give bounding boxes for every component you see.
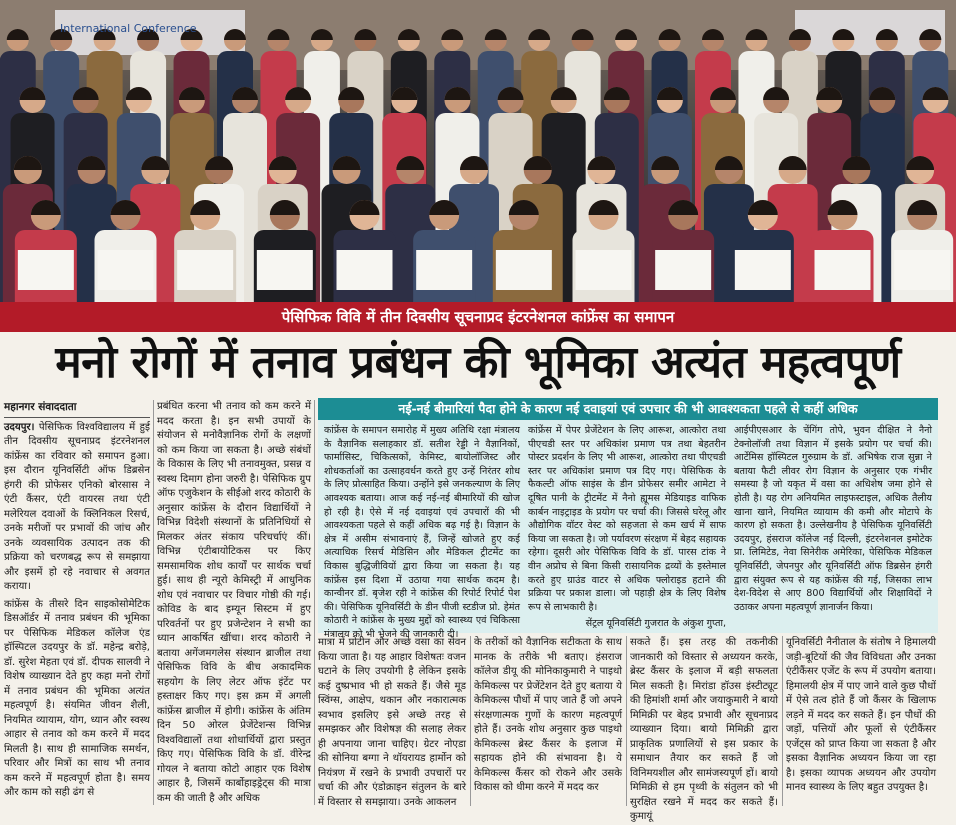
certificate <box>894 250 950 290</box>
page-title: मनो रोगों में तनाव प्रबंधन की भूमिका अत्यंत महत्वपूर्ण <box>55 337 901 388</box>
certificate <box>177 250 233 290</box>
highlight-column-2 <box>528 424 726 630</box>
paragraph: प्रबंधित करना भी तनाव को कम करने में मदद करता है। इन सभी उपायों के संयोजन से मनोवैज्ञानिक रोगों के लक्षणों को कम किया जा सकता है। अच्छे संबंधों के विकास के लिए भी तनावमुक्त, प्रसन्न व स्वस्थ दिमाग होना जरुरी है। पेसिफिक ग्रुप ऑफ एजुकेशन के सीईओ शरद कोठारी के अनुसार कांफ्रेंस के दौरान विद्यार्थियों ने विभिन्न विदेशी संस्थानों के प्रतिनिधियों से मिलकर अंतर संकाय परिचर्चाएं कीं। विभिन्न एंटीबायोटिकस पर किए समसामयिक शोध कार्यों पर सार्थक चर्चा हुई। साथ ही न्यूरो केमिस्ट्री में आधुनिक शोध एवं नवाचार पर विचार गोष्ठी की गई। कोविड के बाद इम्यून सिस्टम में हुए परिवर्तनों पर हुए प्रजेन्टेशन ने सभी का ध्यान आकर्षित खींचा। शरद कोठारी ने बताया अगेंजमगलेस संस्थान ब्राजील तथा पेसिफिक विवि के बीच अकादमिक सहयोग के लिए लेटर ऑफ इंटेंट पर हस्ताक्षर किए गए। इस क्रम में अगली कांफ्रेंस ब्राजील में होगी। कांफ्रेंस के अंतिम दिन 50 ओरल प्रेजेंटेशन्स विभिन्न विश्वविद्यालों तथा शोधार्थियों द्वारा प्रस्तुत किए गए। पेसिफिक विवि के डॉ. वीरेन्द्र गोयल ने बताया कोटो आहार एक विशेष आहार है, जिसमें कार्बोहाइड्रेट्स की मात्रा कम की जाती है और अधिक <box>157 401 311 804</box>
certificate <box>337 250 393 290</box>
paragraph: कांफ्रेंस के तीसरे दिन साइकोसोमेटिक डिसऑर्डर में तनाव प्रबंधन की भूमिका पर पेसिफिक मेडिकल कॉलेज एंड हॉस्पिटल उदयपुर के डॉ. महेन्द्र बरोड़े, डॉ. सुरेश मेहता एवं डॉ. दीपक सालवी ने विशेष व्याख्यान देते हुए कहा मनो रोगों में तनाव प्रबंधन की भूमिका अत्यंत महत्वपूर्ण है। संयमित जीवन शैली, नियमित व्यायाम, योग, ध्यान और स्वस्थ आहार से तनाव को कम करने में मदद मिलती है। साथ ही सामाजिक समर्थन, परिवार और मित्रों का साथ भी तनाव कम करने में महत्वपूर्ण होता है। समय और काम को सही ढंग से <box>4 598 150 798</box>
paragraph: सेंट्रल यूनिवर्सिटी गुजरात के अंकुश गुप्ता, <box>585 618 726 630</box>
paragraph: यूनिवर्सिटी नैनीताल के संतोष ने हिमालयी जड़ी-बूटियों की जैव विविधता और उनका एंटीकैंसर एजेंट के रूप में उपयोग बताया। हिमालयी क्षेत्र में पाए जाने वाले कुछ पौधों में ऐसे तत्व होते हैं जो कैंसर के खिलाफ लड़ने में मदद कर सकते हैं। इन पौधों की जड़ों, पत्तियों और फूलों से एंटीकैंसर एजेंट्स को प्राप्त किया जा सकता है और इसका वैज्ञानिक अध्ययन किया जा रहा है। इसका व्यापक अध्ययन और उपयोग मानव स्वास्थ्य के लिए बहुत उपयुक्त है। <box>786 637 936 793</box>
article-column-3 <box>318 636 466 806</box>
certificate <box>98 250 154 290</box>
certificate <box>257 250 313 290</box>
paragraph: कांफ्रेंस के समापन समारोह में मुख्य अतिथि रक्षा मंत्रालय के वैज्ञानिक सलाहकार डॉ. सतीश रेड्डी ने वैज्ञानिकों, फार्मासिस्ट, चिकित्सकों, केमिस्ट, बायोलॉजिस्ट और शोधकर्ताओं का उत्साहवर्धन करते हुए उन्हें निरंतर शोध के लिए प्रोत्साहित किया। उन्होंने इसे जनकल्याण के लिए आवश्यक बताया। आज कई नई-नई बीमारियों की खोज हो रही है। ऐसे में नई दवाइयां एवं उपचारों की भी आवश्यकता पहले से कहीं अधिक बढ़ गई है। विज्ञान के क्षेत्र में असीम संभावनाएं हैं, जिन्हें खोजते हुए कई अत्याधिक रिसर्च मेडिसिन और मेडिकल ट्रीटमेंट का विकास बुद्धिजीवियों द्वारा किया जा सकता है। यह कांफ्रेंस इस दिशा में उठाया गया सार्थक कदम है। कान्वीनर डॉ. बृजेश रही ने कांफ्रेंस की रिपोर्ट रिपोर्ट पेश की। पेसिफिक यूनिवर्सिटी के डीन पीजी स्टडीज प्रो. हेमंत कोठारी ने कांफ्रेंस के मुख्य मुद्दों को स्वास्थ्य एवं चिकित्सा मंत्रालय को भी भेजने की जानकारी दी। <box>324 425 520 640</box>
paragraph: मात्रा में प्रोटीन और अच्छे वसा का सेवन किया जाता है। यह आहार विशेषतः वजन घटाने के लिए उपयोगी है लेकिन इसके कई दुष्प्रभाव भी हो सकते हैं। जैसे मूड स्विंग्स, आक्षेप, थकान और नकारात्मक स्वभाव इसलिए इसे अच्छे तरह से समझकर और विशेषज्ञ की सलाह लेकर ही अपनाया जाना चाहिए। ग्रेटर नोएडा की सोनिया बग्गा ने थॉयरायड हार्मोन को नियंत्रण में रखने के प्रभावी उपचारों पर चर्चा की और एंडोक्राइन संतुलन के बारे में विस्तार से समझाया। उनके आकलन <box>318 637 466 808</box>
highlight-box-heading: नई-नई बीमारियां पैदा होने के कारण नई दवाइयां एवं उपचार की भी आवश्यकता पहले से कहीं अधिक <box>318 398 938 420</box>
article-column-6 <box>786 636 936 806</box>
certificate <box>496 250 552 290</box>
highlight-column-1 <box>324 424 520 640</box>
certificate <box>416 250 472 290</box>
group-photo-illustration <box>0 0 956 302</box>
certificate <box>18 250 74 290</box>
certificate <box>576 250 632 290</box>
certificate <box>815 250 871 290</box>
paragraph: कांफ्रेंस में पेपर प्रेजेंटेशन के लिए आरूश, आत्कोरा तथा पीएचडी स्तर पर अधिकांश प्रमाण पत्र तथा बेहतरीन पोस्टर प्रदर्शन के लिए भी आरूश, आत्कोरा तथा पीएचडी स्तर पर अधिकांश प्रमाण पत्र दिए गए। पेसिफिक के फैकल्टी ऑफ साइंस के डीन प्रोफेसर समीर आमेटा ने दूषित पानी के ट्रीटमेंट में नैनो ह्यूमस मेडियाइड वाफिक कार्बन नाइट्राइड के प्रयोग पर चर्चा की। जिससे घरेलू और औद्योगिक वॉटर वेस्ट को सहजता से कम खर्च में साफ किया जा सकता है। जो पर्यावरण संरक्षण में बेहद सहायक रहेगा। दूसरी ओर पेसिफिक विवि के डॉ. पारस टांक ने वीन अप्रोच से बिना किसी रासायनिक द्रव्यों के इस्तेमाल करते हुए ग्राउंड वाटर से अधिक फ्लोराइड हटाने की प्रक्रिया पर प्रकाश डाला। जो पहाड़ी क्षेत्र के लिए विशेष रूप से लाभकारी है। <box>528 425 726 613</box>
certificate <box>655 250 711 290</box>
subheadline: पेसिफिक विवि में तीन दिवसीय सूचनाप्रद इंटरनेशनल कांफ्रेंस का समापन <box>0 302 956 332</box>
article-column-2 <box>157 400 311 805</box>
certificate <box>735 250 791 290</box>
paragraph: के तरीकों को वैज्ञानिक सटीकता के साथ मानक के तरीके भी बताए। हंसराज कॉलेज डीयू की मोनिकाकुमारी ने पाइथो केमिकल्स पर प्रेजेंटेशन देते हुए बताया ये केमिकल्स पौधों में पाए जाते हैं जो अपने संरक्षणात्मक गुणों के कारण महत्वपूर्ण होते हैं। उनके शोध अनुसार कुछ पाइथो केमिकल्स ब्रेस्ट कैंसर के इलाज में सहायक होने की संभावना है। ये केमिकल्स कैंसर को रोकने और उसके विकास को धीमा करने में मदद कर <box>474 637 622 793</box>
article-column-5 <box>630 636 778 822</box>
article-column-1 <box>4 400 150 805</box>
paragraph: सकते हैं। इस तरह की तकनीकी जानकारी को विस्तार से अध्ययन करके, ब्रेस्ट कैंसर के इलाज में बड़ी सफलता मिल सकती है। मिरांडा हॉउस इंस्टीट्यूट की हिमांशी शर्मा और जयाकुमारी ने बायो मिमिक्री पर बेहद प्रभावी और सूचनाप्रद व्याख्यान दिया। बायो मिमिक्री द्वारा प्राकृतिक प्रणालियों से इस प्रकार के समाधान तैयार कर सकते हैं जो विनिमयशील और सामंजस्यपूर्ण हों। बायो मिमिक्री से हम पृथ्वी के संतुलन को भी सुरक्षित रखने में मदद कर सकते हैं। कुमायूं <box>630 637 778 822</box>
byline: महानगर संवाददाता <box>4 400 150 418</box>
article-column-4 <box>474 636 622 806</box>
paragraph: पेसिफिक विश्वविद्यालय में हुई तीन दिवसीय सूचनाप्रद इंटरनेशनल कांफ्रेंस का रविवार को समापन हुआ। इस दौरान यूनिवर्सिटी ऑफ डिब्रसेन हंगरी की प्रोफेसर एनिको बोरसास ने एंटी कैंसर, एंटी वायरस तथा एंटी मलेरियल दवाओं के क्लिनिकल रिसर्च, उनके मरीजों पर प्रभावों की जांच और उनके व्यवसायिक उत्पादन तक की प्रक्रिया को चरणबद्ध रूप से समझाया और इसमें हो रहे नवाचार से अवगत कराया। <box>4 421 150 592</box>
paragraph: आईपीएसआर के चेंगिंग तोपे, भुवन दीक्षित ने नैनो टेक्नोलॉजी तथा विज्ञान में इसके प्रयोग पर चर्चा की। आर्टेमिस हॉस्पिटल गुरुग्राम के डॉ. अभिषेक राज सुन्ना ने बताया फैटी लीवर रोग विज्ञान के अनुसार एक गंभीर समस्या है जो यकृत में वसा का अधिशेष जमा होने से होती है। यह रोग अनियमित लाइफस्टाइल, अधिक तैलीय खाना खाने, नियमित व्यायाम की कमी और मोटापे के कारण हो सकता है। उल्लेखनीय है पेसिफिक यूनिवर्सिटी उदयपुर, हंसराज कॉलेज नई दिल्ली, इंटरनेशनल इमोटेक प्रा. लिमिटेड, नेवा सिनेरीक अमेरिका, पेसिफिक मेडिकल यूनिवर्सिटी, जेपनपुर और यूनिवर्सिटी ऑफ डिब्रसेन हंगरी द्वारा संयुक्त रूप से यह कांफ्रेंस की गई, जिसका लाभ देश-विदेश से आए 800 विद्यार्थियों और शिक्षाविदों ने उठाकर अपना महत्वपूर्ण ज्ञानार्जन किया। <box>734 425 932 613</box>
dateline: उदयपुर। <box>4 421 35 433</box>
conference-banner-text: International Conference <box>60 22 197 35</box>
group-photo <box>0 0 956 302</box>
highlight-column-3 <box>734 424 932 630</box>
